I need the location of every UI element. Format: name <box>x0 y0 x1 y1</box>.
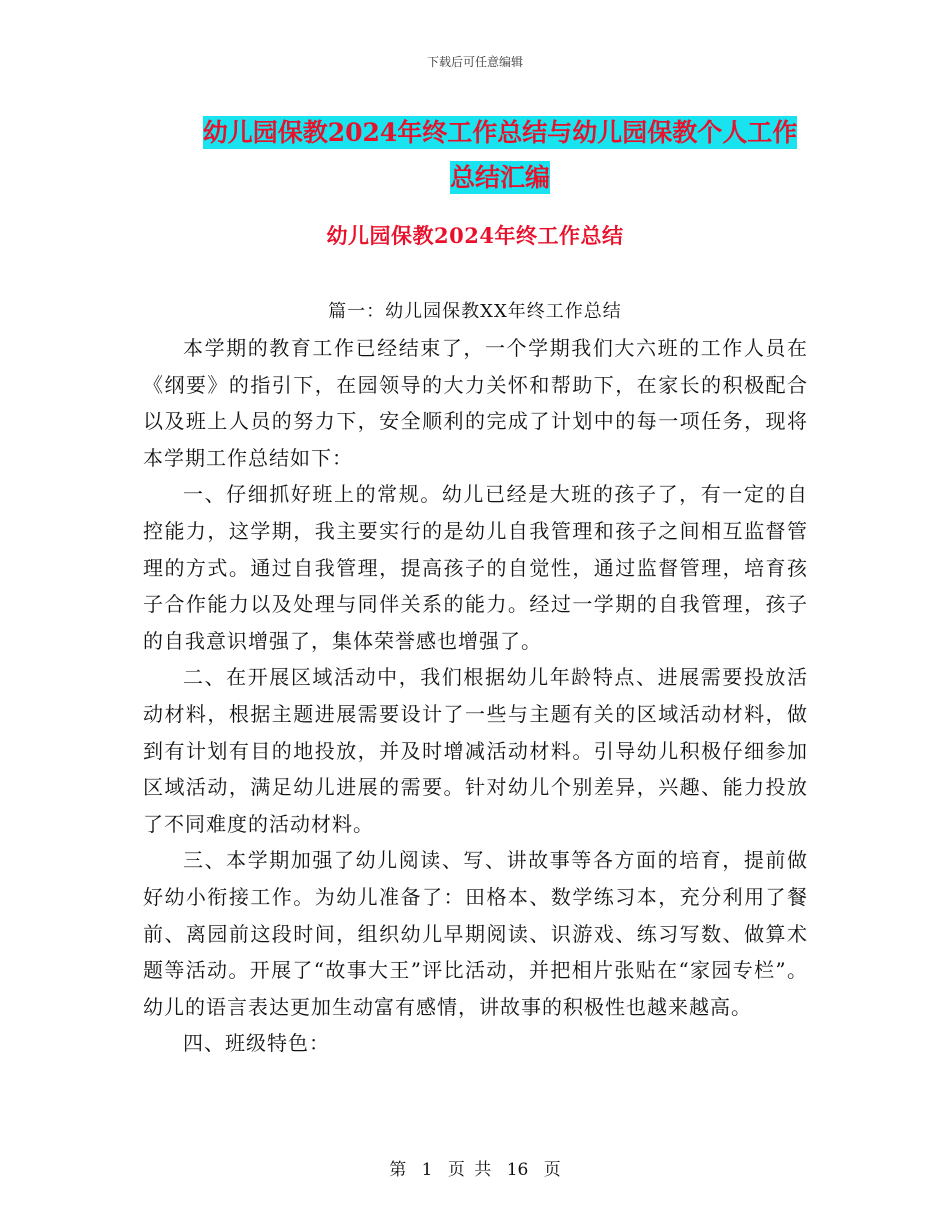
document-title-line-2: 总结汇编 <box>449 163 550 192</box>
sub-title: 篇一：幼儿园保教XX年终工作总结 <box>328 301 622 322</box>
section-title: 幼儿园保教2024年终工作总结 <box>326 223 624 248</box>
paragraph-area-activities: 二、在开展区域活动中，我们根据幼儿年龄特点、进展需要投放活动材料，根据主题进展需要设计了一些与主题有关的区域活动材料，做到有计划有目的地投放，并及时增减活动材料。引导幼儿积极仔细参加区域活动，满足幼儿进展的需要。针对幼儿个别差异，兴趣、能力投放了不同难度的活动材料。 <box>143 665 808 836</box>
document-title <box>150 110 850 200</box>
body-text <box>143 330 808 1062</box>
page-total: 16 <box>506 1160 529 1180</box>
header-note: 下载后可任意编辑 <box>426 55 523 69</box>
paragraph-class-features: 四、班级特色： <box>183 1031 330 1056</box>
page-number: 1 <box>421 1160 433 1180</box>
document-title-line-1: 幼儿园保教2024年终工作总结与幼儿园保教个人工作 <box>202 118 798 147</box>
page-footer <box>0 1155 950 1180</box>
page-prefix: 第 <box>389 1160 407 1180</box>
paragraph-intro: 本学期的教育工作已经结束了，一个学期我们大六班的工作人员在《纲要》的指引下，在园领导的大力关怀和帮助下，在家长的积极配合以及班上人员的努力下，安全顺利的完成了计划中的每一项任务，现将本学期工作总结如下： <box>143 336 808 470</box>
page-suffix: 页 <box>543 1160 561 1180</box>
page-middle: 页 共 <box>447 1160 492 1180</box>
paragraph-reading-writing: 三、本学期加强了幼儿阅读、写、讲故事等各方面的培育，提前做好幼小衔接工作。为幼儿准备了：田格本、数学练习本，充分利用了餐前、离园前这段时间，组织幼儿早期阅读、识游戏、练习写数、做算术题等活动。开展了“故事大王”评比活动，并把相片张贴在“家园专栏”。幼儿的语言表达更加生动富有感情，讲故事的积极性也越来越高。 <box>143 848 808 1019</box>
paragraph-routine: 一、仔细抓好班上的常规。幼儿已经是大班的孩子了，有一定的自控能力，这学期，我主要实行的是幼儿自我管理和孩子之间相互监督管理的方式。通过自我管理，提高孩子的自觉性，通过监督管理，培育孩子合作能力以及处理与同伴关系的能力。经过一学期的自我管理，孩子的自我意识增强了，集体荣誉感也增强了。 <box>143 482 808 653</box>
